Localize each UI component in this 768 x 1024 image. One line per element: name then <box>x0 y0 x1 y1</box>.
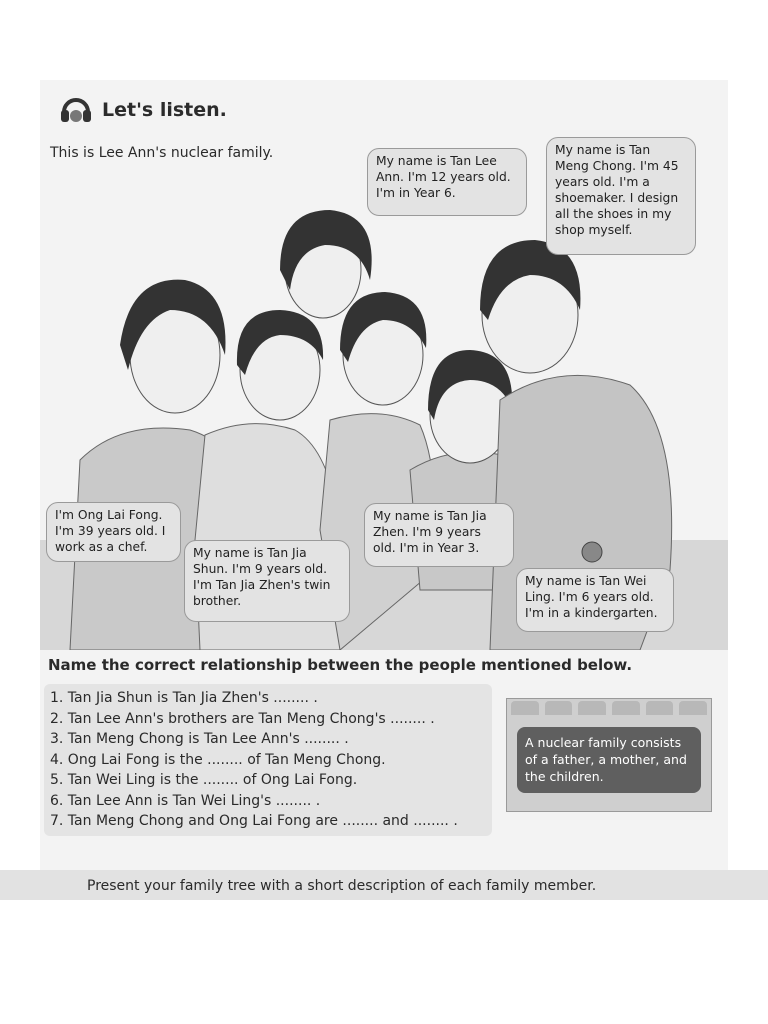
exercise-heading: Name the correct relationship between the people mentioned below. <box>48 656 633 674</box>
speech-bubble-jia-zhen: My name is Tan Jia Zhen. I'm 9 years old. I'm in Year 3. <box>364 503 514 567</box>
question-list <box>44 684 492 836</box>
question-item: 2. Tan Lee Ann's brothers are Tan Meng Chong's ........ . <box>50 710 435 727</box>
question-item: 1. Tan Jia Shun is Tan Jia Zhen's ........ . <box>50 690 318 706</box>
question-item: 3. Tan Meng Chong is Tan Lee Ann's ........ . <box>50 731 349 747</box>
speech-bubble-wei-ling: My name is Tan Wei Ling. I'm 6 years old. I'm in a kindergarten. <box>516 568 674 632</box>
task-instruction: Present your family tree with a short description of each family member. <box>87 878 597 894</box>
question-item: 4. Ong Lai Fong is the ........ of Tan Meng Chong. <box>50 751 386 768</box>
section-title: Let's listen. <box>102 99 227 121</box>
question-item: 7. Tan Meng Chong and Ong Lai Fong are ........ and ........ . <box>50 813 458 829</box>
speech-bubble-meng-chong: My name is Tan Meng Chong. I'm 45 years old. I'm a shoemaker. I design all the shoes in my shop myself. <box>546 137 696 255</box>
speech-bubble-jia-shun: My name is Tan Jia Shun. I'm 9 years old. I'm Tan Jia Zhen's twin brother. <box>184 540 350 622</box>
speech-bubble-lee-ann: My name is Tan Lee Ann. I'm 12 years old. I'm in Year 6. <box>367 148 527 216</box>
task-strip <box>0 870 768 900</box>
info-box <box>506 698 712 812</box>
question-item: 5. Tan Wei Ling is the ........ of Ong Lai Fong. <box>50 772 358 788</box>
brick-decoration <box>511 701 707 715</box>
intro-text: This is Lee Ann's nuclear family. <box>50 145 274 161</box>
question-item: 6. Tan Lee Ann is Tan Wei Ling's ........ . <box>50 792 321 809</box>
headphones-icon <box>58 92 94 128</box>
info-note: A nuclear family consists of a father, a mother, and the children. <box>517 727 701 793</box>
section-header <box>58 92 227 128</box>
speech-bubble-lai-fong: I'm Ong Lai Fong. I'm 39 years old. I work as a chef. <box>46 502 181 562</box>
